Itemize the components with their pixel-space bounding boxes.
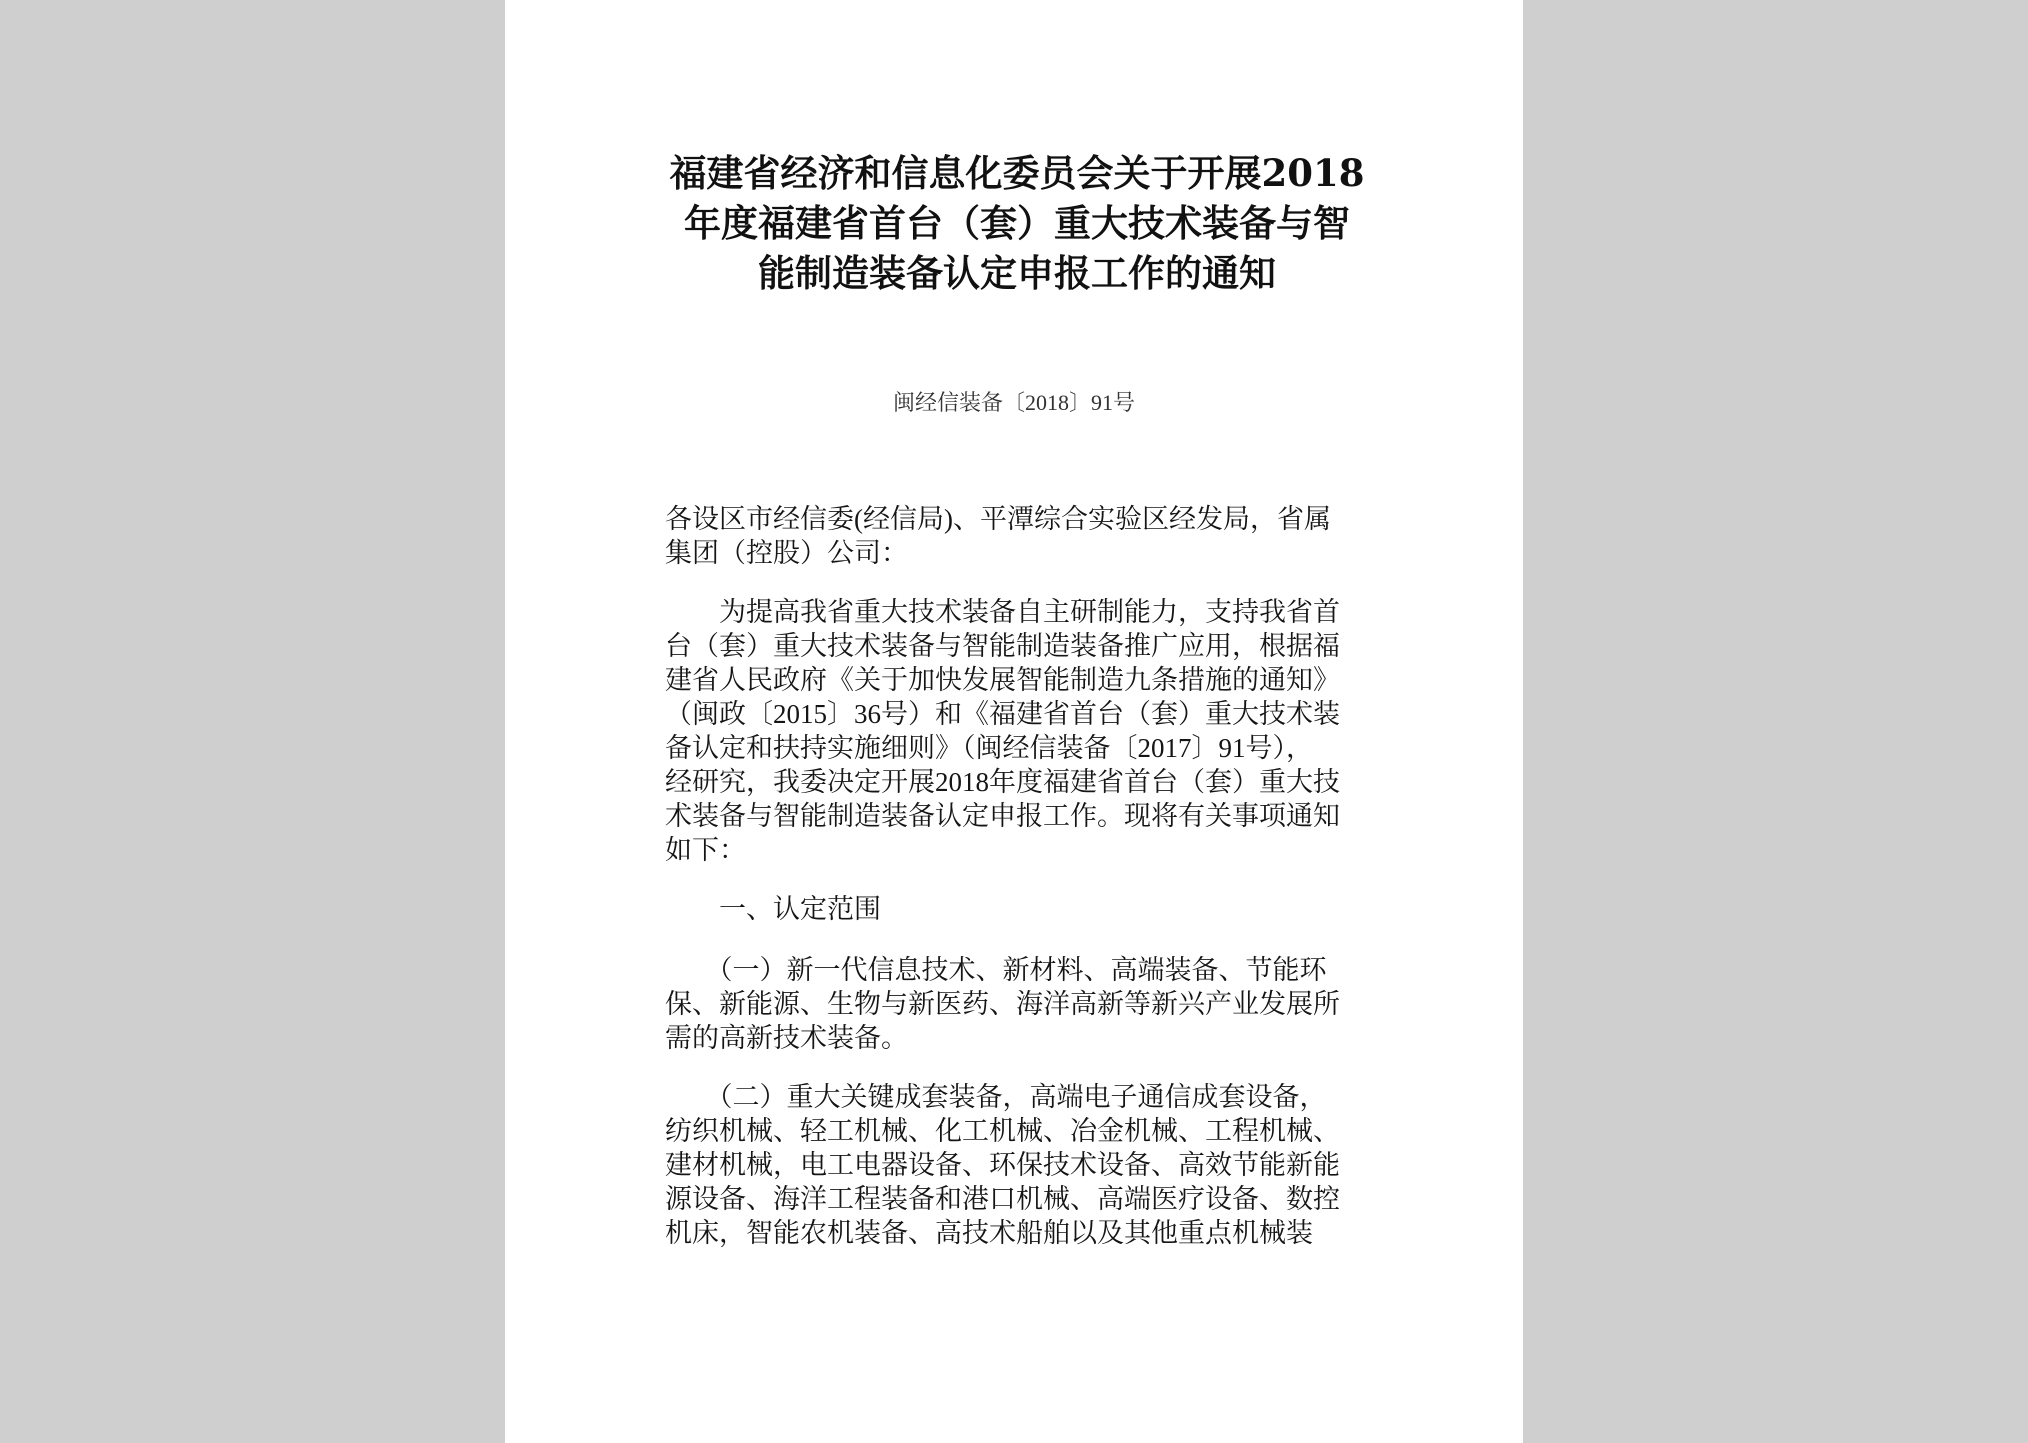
text-line: 建省人民政府《关于加快发展智能制造九条措施的通知》	[665, 665, 1340, 695]
item-1-paragraph	[665, 953, 1385, 1055]
item-2-paragraph	[665, 1080, 1385, 1250]
text-line: （二）重大关键成套装备，高端电子通信成套设备，	[665, 1082, 1327, 1112]
text-line: 术装备与智能制造装备认定申报工作。现将有关事项通知	[665, 801, 1340, 831]
text-line: 集团（控股）公司：	[665, 538, 908, 568]
text-line: 如下：	[665, 835, 746, 865]
text-line: 一、认定范围	[665, 894, 881, 924]
text-line: 需的高新技术装备。	[665, 1023, 908, 1053]
addressee-paragraph	[665, 502, 1385, 570]
intro-paragraph	[665, 595, 1385, 867]
text-line: （闽政〔2015〕36号）和《福建省首台（套）重大技术装	[665, 699, 1340, 729]
text-line: 备认定和扶持实施细则》（闽经信装备〔2017〕91号），	[665, 733, 1313, 763]
text-line: 源设备、海洋工程装备和港口机械、高端医疗设备、数控	[665, 1184, 1340, 1214]
document-body	[665, 502, 1385, 1275]
text-line: 台（套）重大技术装备与智能制造装备推广应用，根据福	[665, 631, 1340, 661]
text-line: 保、新能源、生物与新医药、海洋高新等新兴产业发展所	[665, 989, 1340, 1019]
title-line: 能制造装备认定申报工作的通知	[758, 251, 1276, 295]
document-number: 闽经信装备〔2018〕91号	[892, 390, 1135, 415]
section-heading	[665, 892, 1385, 926]
text-line: （一）新一代信息技术、新材料、高端装备、节能环	[665, 955, 1327, 985]
text-line: 各设区市经信委(经信局)、平潭综合实验区经发局，省属	[665, 504, 1331, 534]
text-line: 机床，智能农机装备、高技术船舶以及其他重点机械装	[665, 1218, 1313, 1248]
title-line: 年度福建省首台（套）重大技术装备与智	[684, 201, 1350, 245]
text-line: 纺织机械、轻工机械、化工机械、冶金机械、工程机械、	[665, 1116, 1340, 1146]
document-title	[667, 148, 1367, 298]
text-line: 建材机械，电工电器设备、环保技术设备、高效节能新能	[665, 1150, 1340, 1180]
document-page	[505, 0, 1523, 1443]
title-line: 福建省经济和信息化委员会关于开展2018	[669, 151, 1365, 195]
text-line: 经研究，我委决定开展2018年度福建省首台（套）重大技	[665, 767, 1340, 797]
text-line: 为提高我省重大技术装备自主研制能力，支持我省首	[665, 597, 1340, 627]
